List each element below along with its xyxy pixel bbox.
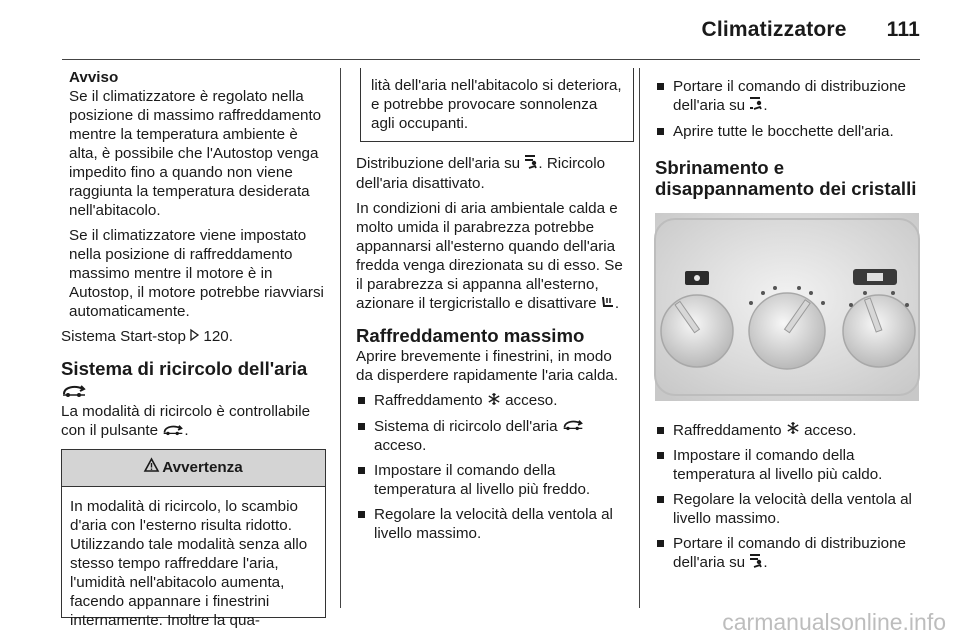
watermark: carmanualsonline.info	[722, 609, 946, 635]
air-distribution-floor-icon	[749, 96, 763, 116]
heading-max-cooling: Raffreddamento massimo	[356, 325, 585, 347]
list-item: Impostare il comando della temperatura al livello più freddo.	[356, 461, 624, 499]
list-item: Regolare la velocità della ventola al livello massimo.	[655, 490, 923, 528]
page-number: 111	[886, 18, 920, 41]
climate-control-panel-image	[655, 213, 919, 401]
list-item	[356, 417, 624, 455]
list-item-text-end: acceso.	[804, 422, 857, 439]
distribution-text-2a: In condizioni di aria ambientale calda e molto umida il parabrezza potrebbe appannarsi all'esterno quando dell'aria fredda venga direzionata su di esso. Se il parabrezza si appanna all'esterno, azionare il tergicristallo e disattivare	[356, 200, 623, 312]
distribution-paragraph-2	[356, 199, 624, 313]
distribution-text-b: . Ricircolo dell'aria disattivato.	[356, 155, 606, 192]
recirculation-paragraph	[61, 402, 326, 440]
list-item: Aprire tutte le bocchette dell'aria.	[655, 122, 923, 141]
column-1	[61, 68, 326, 629]
warning-title: Avvertenza	[162, 459, 243, 477]
header-rule	[62, 59, 920, 60]
snowflake-icon	[487, 392, 501, 411]
recirculation-icon	[61, 381, 87, 402]
recirculation-icon	[562, 417, 584, 436]
note-title: Avviso	[69, 69, 119, 86]
warning-continuation	[360, 68, 634, 142]
column-divider-1	[340, 68, 341, 608]
list-item	[655, 421, 923, 440]
column-divider-2	[639, 68, 640, 608]
distribution-paragraph-1	[356, 154, 624, 193]
note-paragraph-2: Se il climatizzatore viene impostato nella posizione di raffreddamento massimo mentre il motore è in Autostop, il motore potrebbe riavviarsi automaticamente.	[69, 227, 324, 320]
column-3	[655, 68, 923, 579]
list-item: Regolare la velocità della ventola al livello massimo.	[356, 505, 624, 543]
distribution-text-2b: .	[614, 295, 620, 312]
page-header	[702, 18, 921, 42]
warning-body: In modalità di ricircolo, lo scambio d'aria con l'esterno risulta ridotto. Utilizzando tale modalità senza allo stesso tempo raffreddare l'aria, l'umidità nell'abitacolo aumenta, facendo appannare i finestrini internamente. Inoltre la qua-	[70, 497, 308, 629]
list-item	[655, 77, 923, 116]
list-item-text-end: .	[763, 554, 768, 572]
list-item-text: Raffreddamento	[673, 422, 782, 439]
list-item-text: Portare il comando di distribuzione dell'aria su	[673, 535, 906, 572]
startstop-reference	[61, 327, 326, 346]
list-item-text-end: acceso.	[505, 392, 558, 410]
distribution-list	[655, 77, 923, 141]
arrow-ref-icon	[190, 327, 199, 346]
warning-continuation-text: lità dell'aria nell'abitacolo si deteriora, e potrebbe provocare sonnolenza agli occupanti.	[371, 77, 622, 132]
windscreen-icon	[601, 294, 615, 313]
heading-recirculation	[61, 358, 326, 402]
max-cooling-intro: Aprire brevemente i finestrini, in modo da disperdere rapidamente l'aria calda.	[356, 348, 619, 385]
warning-header	[62, 450, 325, 487]
list-item	[356, 391, 624, 410]
column-2	[356, 68, 624, 549]
startstop-page-ref[interactable]: 120.	[203, 328, 233, 345]
list-item	[655, 534, 923, 573]
air-distribution-floor-icon	[524, 154, 538, 174]
list-item-text: Portare il comando di distribuzione dell'aria su	[673, 78, 906, 115]
warning-box	[61, 449, 326, 629]
list-item-text-end: acceso.	[374, 437, 427, 455]
list-item-text: Sistema di ricircolo dell'aria	[374, 417, 558, 435]
defrost-list	[655, 421, 923, 573]
startstop-text: Sistema Start-stop	[61, 328, 186, 345]
recirculation-text-end: .	[184, 422, 189, 440]
heading-recirculation-text: Sistema di ricircolo dell'aria	[61, 358, 308, 380]
heading-defrost	[655, 157, 923, 199]
max-cooling-list	[356, 391, 624, 543]
recirculation-text: La modalità di ricircolo è controllabile con il pulsante	[61, 403, 311, 440]
recirculation-icon	[162, 422, 184, 441]
note-block	[61, 68, 326, 321]
page-title: Climatizzatore	[701, 18, 847, 41]
heading-defrost-line-2: disappannamento dei cristalli	[655, 178, 917, 199]
note-paragraph-1: Se il climatizzatore è regolato nella posizione di massimo raffreddamento mentre la temperatura ambiente è alta, è possibile che l'Autostop venga impedito fino a quando non viene raggiunta la temperatura desiderata nell'abitacolo.	[69, 88, 322, 219]
warning-triangle-icon	[144, 458, 159, 477]
list-item-text: Raffreddamento	[374, 392, 483, 410]
snowflake-icon	[786, 421, 800, 440]
distribution-text-a: Distribuzione dell'aria su	[356, 155, 521, 173]
list-item: Impostare il comando della temperatura al livello più caldo.	[655, 446, 923, 484]
air-distribution-floor-icon	[749, 553, 763, 573]
heading-defrost-line-1: Sbrinamento e	[655, 157, 785, 178]
list-item-text-end: .	[763, 97, 768, 115]
